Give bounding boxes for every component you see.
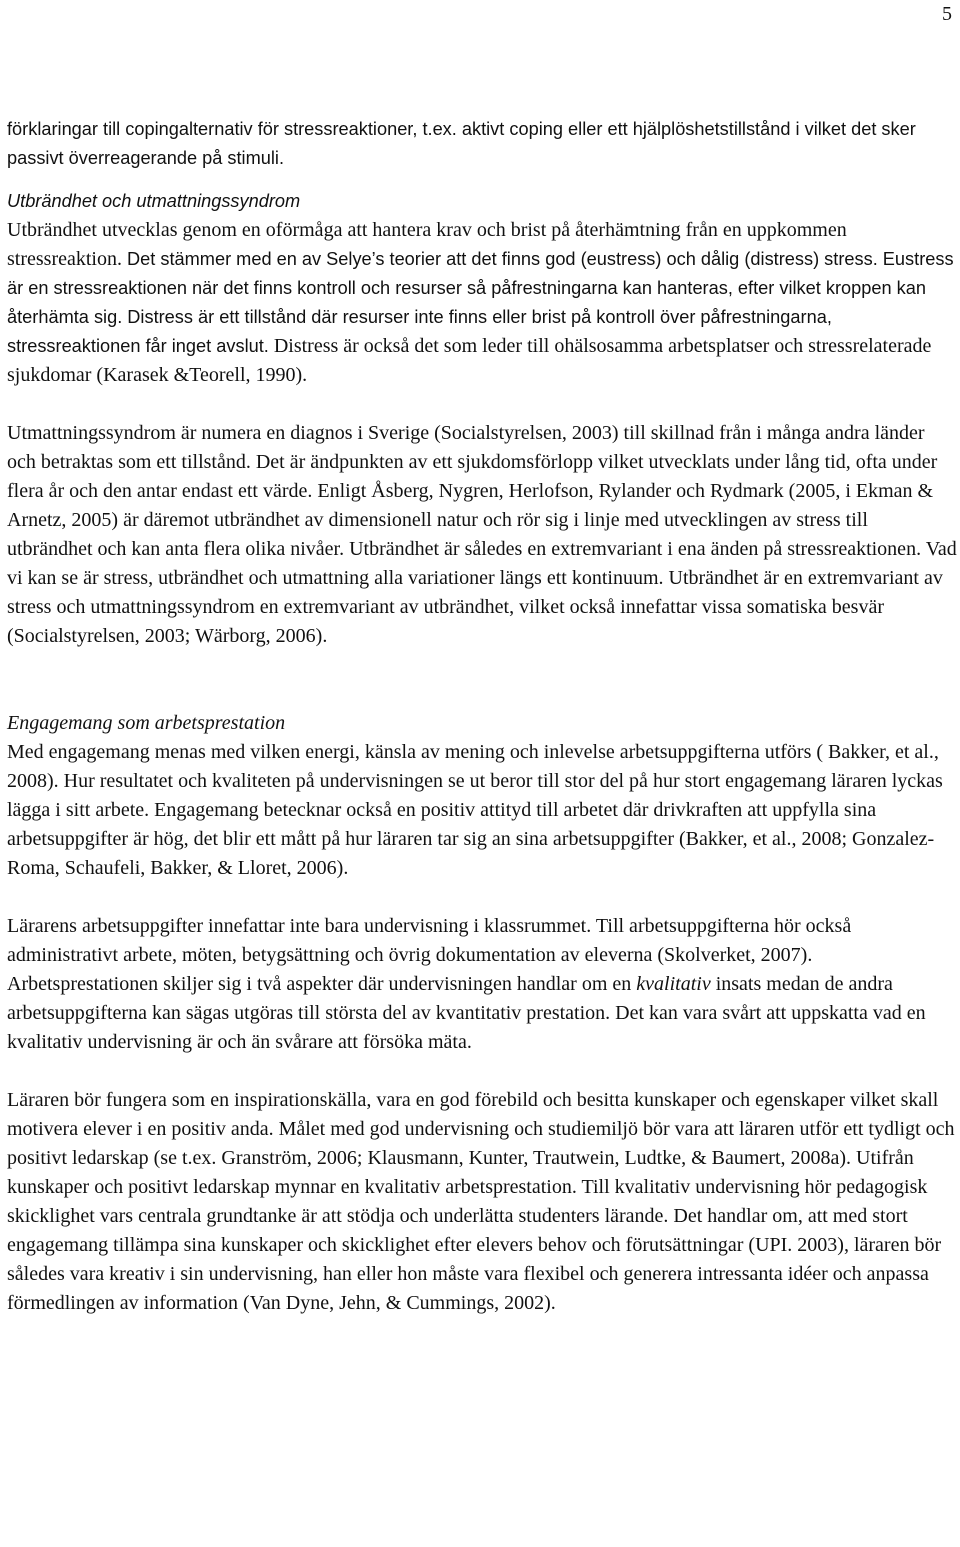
- paragraph-utmattningssyndrom: Utmattningssyndrom är numera en diagnos i Sverige (Socialstyrelsen, 2003) till skillnad från i många andra länder och betraktas som ett tillstånd. Det är ändpunkten av ett sjukdomsförlopp vilket utvecklats under lång tid, ofta under flera år och den antar endast ett värde. Enligt Åsberg, Nygren, Herlofson, Rylander och Rydmark (2005, i Ekman & Arnetz, 2005) är däremot utbrändhet av dimensionell natur och rör sig i linje med utvecklingen av stress till utbrändhet och kan anta flera olika nivåer. Utbrändhet är således en extremvariant i ena änden på stressreaktionen. Vad vi kan se är stress, utbrändhet och utmattning alla variationer längs ett kontinuum. Utbrändhet är en extremvariant av stress och utmattningssyndrom en extremvariant av utbrändhet, vilket också innefattar vissa somatiska besvär (Socialstyrelsen, 2003; Wärborg, 2006).: [7, 422, 957, 647]
- paragraph-text: Lärarens arbetsuppgifter innefattar inte bara undervisning i klassrummet. Till arbetsuppgifterna hör också administrativt arbete, möten, betygsättning och övrig dokumentation av eleverna (Skolverket, 2007). Arbetsprestationen skiljer sig i två aspekter där undervisningen handlar om en: [7, 915, 852, 995]
- paragraph-text-sans: Det stämmer med en av Selye’s teorier att det finns god (eustress) och dålig (distress) stress. Eustress är en stressreaktionen när det finns kontroll och resurser så påfrestningarna kan hanteras, efter vilket kroppen kan återhämta sig. Distress är ett tillstånd där resurser inte finns eller brist på kontroll över påfrestningarna, stressreaktionen får inget avslut.: [7, 249, 954, 356]
- spacer: [7, 390, 957, 419]
- spacer: [7, 1057, 957, 1086]
- paragraph-lararen-inspiration: Läraren bör fungera som en inspirationskälla, vara en god förebild och besitta kunskaper och egenskaper vilket skall motivera elever i en positiv anda. Målet med god undervisning och studiemiljö bör vara att läraren utför ett tydligt och positivt ledarskap (se t.ex. Granström, 2006; Klausmann, Kunter, Trautwein, Ludtke, & Baumert, 2008a). Utifrån kunskaper och positivt ledarskap mynnar en kvalitativ arbetsprestation. Till kvalitativ undervisning hör pedagogisk skicklighet vars centrala grundtanke är att stödja och underlätta studenters lärande. Det handlar om, att med stort engagemang tillämpa sina kunskaper och skicklighet efter elevers behov och förutsättningar (UPI. 2003), läraren bör således vara kreativ i sin undervisning, han eller hon måste vara flexibel och generera intressanta idéer och anpassa förmedlingen av information (Van Dyne, Jehn, & Cummings, 2002).: [7, 1089, 955, 1314]
- spacer: [7, 173, 957, 187]
- italic-term: kvalitativ: [636, 973, 711, 995]
- page-number: 5: [942, 3, 952, 25]
- paragraph-engagemang-definition: Med engagemang menas med vilken energi, känsla av mening och inlevelse arbetsuppgifterna utförs ( Bakker, et al., 2008). Hur resultatet och kvaliteten på undervisningen se ut beror till stor del på hur stort engagemang läraren lyckas lägga i sitt arbete. Engagemang betecknar också en positiv attityd till arbetet där drivkraften att uppfylla sina arbetsuppgifter är hög, det blir ett mått på hur läraren tar sig an sina arbetsuppgifter (Bakker, et al., 2008; Gonzalez-Roma, Schaufeli, Bakker, & Lloret, 2006).: [7, 741, 943, 879]
- spacer: [7, 651, 957, 709]
- paragraph-lararens-arbetsuppgifter: [7, 912, 957, 1057]
- document-body: [7, 115, 957, 1318]
- section-heading-utbrandhet: Utbrändhet och utmattningssyndrom: [7, 191, 301, 211]
- paragraph-text-end: insats medan de andra arbetsuppgifterna kan sägas utgöras till största del av kvantitativ prestation. Det kan vara svårt att uppskatta vad en kvalitativ undervisning är och än svårare att försöka mäta.: [7, 973, 926, 1053]
- intro-paragraph: förklaringar till copingalternativ för stressreaktioner, t.ex. aktivt coping eller ett hjälplöshetstillstånd i vilket det sker passivt överreagerande på stimuli.: [7, 119, 916, 168]
- paragraph-text-serif-end: Distress är också det som leder till ohälsosamma arbetsplatser och stressrelaterade sjukdomar (Karasek &Teorell, 1990).: [7, 335, 932, 386]
- paragraph-utbrandhet-definition: [7, 216, 957, 390]
- paragraph-text-serif: Utbrändhet utvecklas genom en oförmåga att hantera krav och brist på återhämtning från en uppkommen stressreaktion.: [7, 219, 847, 270]
- section-heading-engagemang: Engagemang som arbetsprestation: [7, 712, 286, 734]
- spacer: [7, 883, 957, 912]
